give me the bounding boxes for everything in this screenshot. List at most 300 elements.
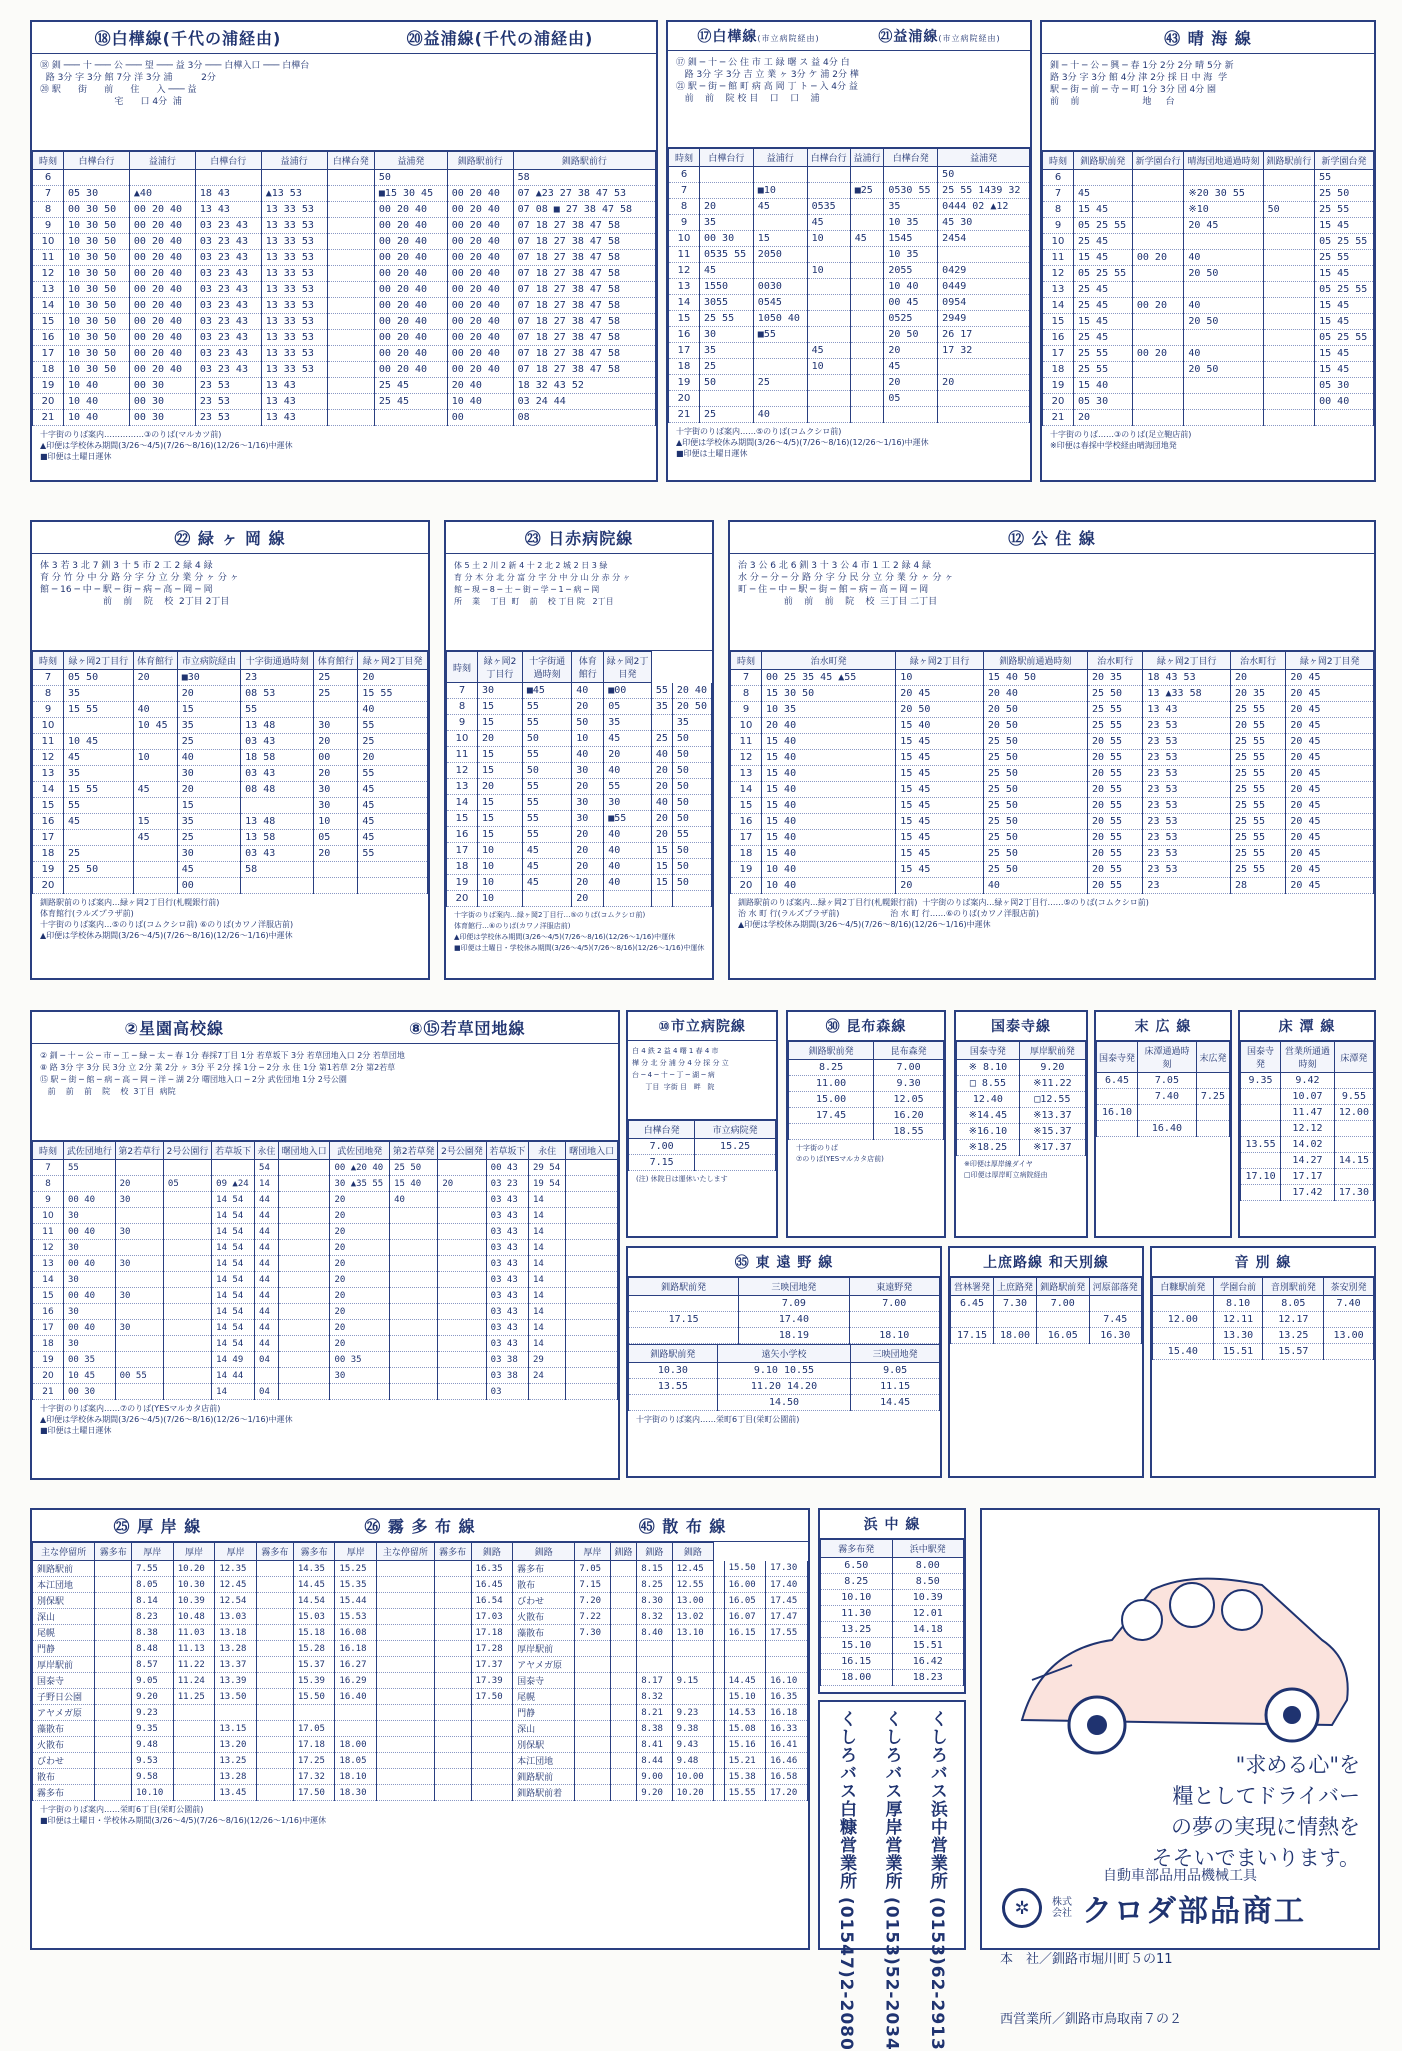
time-cell — [850, 215, 884, 231]
time-cell — [377, 1609, 435, 1625]
time-cell: 44 — [255, 1320, 279, 1336]
time-cell: 13 33 53 — [261, 218, 327, 234]
time-cell: 火散布 — [513, 1609, 575, 1625]
time-cell — [1132, 170, 1183, 186]
table-row — [821, 1558, 964, 1574]
time-cell: 13.28 — [215, 1769, 257, 1785]
time-cell: 9.23 — [672, 1705, 714, 1721]
time-cell: ■25 — [850, 183, 884, 199]
table-row — [33, 410, 656, 426]
time-cell: 20 — [651, 811, 672, 827]
time-cell — [434, 1577, 471, 1593]
time-cell — [173, 1737, 215, 1753]
hour-cell: 16 — [33, 814, 64, 830]
time-cell — [327, 250, 374, 266]
time-cell: 30 — [314, 718, 358, 734]
time-cell: 20 40 — [447, 378, 513, 394]
time-cell: 45 — [358, 798, 428, 814]
time-cell: 2050 — [753, 247, 807, 263]
time-cell: 15.53 — [335, 1609, 377, 1625]
time-cell: 00 20 40 — [374, 266, 447, 282]
table-row — [447, 795, 712, 811]
time-cell — [807, 247, 850, 263]
table-row — [957, 1076, 1086, 1092]
hour-cell: 12 — [33, 1240, 64, 1256]
table-row — [447, 891, 712, 907]
time-cell: 12.35 — [215, 1561, 257, 1577]
time-cell — [807, 327, 850, 343]
time-cell — [807, 295, 850, 311]
time-cell — [1263, 378, 1314, 394]
time-cell: 20 — [938, 375, 1030, 391]
time-cell: ※13.37 — [1019, 1108, 1085, 1124]
time-cell: 14 — [529, 1320, 566, 1336]
time-cell — [566, 1240, 618, 1256]
time-cell: 13.37 — [215, 1657, 257, 1673]
table-row — [33, 798, 428, 814]
table-row — [1153, 1328, 1374, 1344]
table-row — [821, 1606, 964, 1622]
hour-cell: 14 — [33, 1272, 64, 1288]
time-cell — [471, 1769, 513, 1785]
notes: 十字街のりば……③のりば(足立鞄店前) ※印便は春採中学校経由晴海団地発 — [1050, 430, 1192, 450]
time-cell: 20 — [572, 891, 604, 907]
time-cell: ※14.45 — [957, 1108, 1020, 1124]
time-cell: 15.25 — [335, 1561, 377, 1577]
time-cell: 8.30 — [637, 1593, 672, 1609]
time-cell: 04 — [255, 1352, 279, 1368]
time-cell: 45 — [133, 782, 177, 798]
hour-cell: 8 — [731, 686, 762, 702]
column-header: 厚岸駅前発 — [1019, 1042, 1085, 1060]
time-cell — [1263, 346, 1314, 362]
table-row — [731, 718, 1374, 734]
time-cell: 14.27 — [1281, 1153, 1335, 1169]
time-cell: ※18.25 — [957, 1140, 1020, 1156]
time-cell: 9.48 — [672, 1753, 714, 1769]
time-cell: 03 38 — [486, 1352, 528, 1368]
time-cell — [278, 1352, 330, 1368]
time-cell: 40 — [604, 843, 652, 859]
hour-cell: 8 — [33, 686, 64, 702]
time-cell — [438, 1304, 486, 1320]
column-header: 上庶路発 — [994, 1278, 1037, 1296]
hour-cell: 7 — [669, 183, 700, 199]
time-cell: 45 — [604, 731, 652, 747]
table-row — [33, 670, 428, 686]
time-cell — [438, 1352, 486, 1368]
panel-title: 浜 中 線 — [820, 1510, 964, 1539]
time-cell: 20 55 — [1087, 782, 1142, 798]
time-cell: 00 20 40 — [447, 330, 513, 346]
table-row — [33, 298, 656, 314]
time-cell: 23 53 — [1143, 750, 1231, 766]
column-header: 釧路 — [672, 1543, 714, 1561]
time-cell — [438, 1240, 486, 1256]
time-cell — [438, 1224, 486, 1240]
time-cell: 16.10 — [766, 1673, 808, 1689]
time-cell: 23 — [241, 670, 314, 686]
time-cell — [575, 1689, 610, 1705]
time-cell — [327, 346, 374, 362]
time-cell — [377, 1641, 435, 1657]
time-cell — [575, 1705, 610, 1721]
notes: 十字街のりば案内……⑤のりば(コムクシロ前) ▲印便は学校休み期間(3/26〜4/5)(7/26〜8/16)(12/26〜1/16)中運休 ■印便は土曜日運休 — [676, 427, 929, 458]
column-header: 三映団地発 — [739, 1278, 849, 1296]
time-cell — [327, 314, 374, 330]
table-row — [1043, 314, 1374, 330]
time-cell — [1263, 410, 1314, 426]
time-cell: 03 43 — [486, 1304, 528, 1320]
time-cell: 10.10 — [132, 1785, 174, 1801]
table-row — [33, 378, 656, 394]
time-cell: 45 — [807, 215, 850, 231]
time-cell: アヤメガ原 — [33, 1705, 95, 1721]
time-cell: 20 45 — [1286, 670, 1374, 686]
time-cell: 23 53 — [1143, 766, 1231, 782]
table-row — [731, 782, 1374, 798]
table-row — [731, 766, 1374, 782]
table-row — [33, 1352, 618, 1368]
time-cell — [753, 391, 807, 407]
time-cell: 15.00 — [789, 1092, 874, 1108]
time-cell: 17.42 — [1281, 1185, 1335, 1201]
time-cell: 40 — [983, 878, 1087, 894]
time-cell: 35 — [884, 199, 938, 215]
time-cell: 10 40 — [64, 410, 130, 426]
column-header: 厚岸 — [215, 1543, 257, 1561]
table-row — [669, 327, 1030, 343]
column-header: 治水町発 — [762, 652, 896, 670]
table-header-row — [1153, 1278, 1374, 1296]
time-cell — [95, 1785, 132, 1801]
column-header: 曙団地入口 — [566, 1142, 618, 1160]
table-row — [33, 202, 656, 218]
panel-title: 末 広 線 — [1096, 1012, 1230, 1041]
time-cell — [1324, 1344, 1374, 1360]
time-cell: 8.57 — [132, 1657, 174, 1673]
time-cell: 10 30 50 — [64, 314, 130, 330]
time-cell: 10 — [572, 731, 604, 747]
table-row — [447, 811, 712, 827]
time-cell — [789, 1124, 874, 1140]
hour-cell: 11 — [1043, 250, 1074, 266]
time-cell: 15 40 — [762, 798, 896, 814]
time-cell: 03 23 43 — [195, 266, 261, 282]
time-cell: 45 — [753, 199, 807, 215]
column-header: 益浦行 — [261, 152, 327, 170]
panel-onbetsu — [1150, 1246, 1376, 1478]
hour-cell: 10 — [447, 731, 478, 747]
time-cell: 15 40 — [762, 782, 896, 798]
time-cell — [278, 1240, 330, 1256]
time-cell: 14 — [529, 1288, 566, 1304]
time-cell — [575, 1753, 610, 1769]
time-cell: 16.46 — [766, 1753, 808, 1769]
time-cell: 17.05 — [293, 1721, 335, 1737]
time-cell — [610, 1721, 637, 1737]
column-header: 市立病院経由 — [177, 652, 240, 670]
time-cell — [95, 1641, 132, 1657]
time-cell: 04 — [255, 1384, 279, 1400]
time-cell: 00 20 40 — [447, 282, 513, 298]
hour-cell: 15 — [447, 811, 478, 827]
time-cell — [434, 1737, 471, 1753]
table-row — [669, 279, 1030, 295]
time-cell: 11.15 — [851, 1379, 940, 1395]
time-cell — [438, 1160, 486, 1176]
time-cell — [938, 247, 1030, 263]
time-cell — [471, 1705, 513, 1721]
time-cell — [529, 1384, 566, 1400]
table-row — [1043, 362, 1374, 378]
time-cell: 10 30 50 — [64, 234, 130, 250]
notes: 十字街のりば案内……栄町6丁目(栄町公園前) — [636, 1415, 800, 1424]
time-cell: 20 40 — [762, 718, 896, 734]
time-cell — [714, 1753, 724, 1769]
time-cell: 7.22 — [575, 1609, 610, 1625]
time-cell: 20 — [700, 199, 754, 215]
time-cell: 20 — [330, 1192, 390, 1208]
time-cell: ※20 30 55 — [1184, 186, 1263, 202]
table-row — [447, 715, 712, 731]
table-row — [731, 814, 1374, 830]
time-cell: 00 20 40 — [129, 202, 195, 218]
table-row — [731, 702, 1374, 718]
time-cell: 03 43 — [486, 1320, 528, 1336]
slogan: "求める心"を 糧としてドライバー の夢の実現に情熱を そそいでまいります。 — [1151, 1753, 1360, 1870]
time-cell: 14 — [529, 1272, 566, 1288]
time-cell: 07 18 27 38 47 58 — [513, 266, 655, 282]
time-cell — [327, 234, 374, 250]
time-cell: 14.53 — [724, 1705, 766, 1721]
table-row — [447, 843, 712, 859]
time-cell: 54 — [255, 1160, 279, 1176]
time-cell: 17.17 — [1281, 1169, 1335, 1185]
time-cell: 25 55 — [1230, 766, 1285, 782]
table-header-row — [957, 1042, 1086, 1060]
time-cell: 12.00 — [1334, 1105, 1373, 1121]
time-cell — [327, 266, 374, 282]
time-cell — [256, 1673, 293, 1689]
time-cell: 12.54 — [215, 1593, 257, 1609]
time-cell: 釧路駅前 — [33, 1561, 95, 1577]
time-cell: 05 25 55 — [1074, 218, 1133, 234]
time-cell: 05 — [884, 391, 938, 407]
time-cell: 15 40 — [762, 750, 896, 766]
column-header: 新学園台行 — [1132, 152, 1183, 170]
time-cell: 03 43 — [486, 1336, 528, 1352]
time-cell: 14.15 — [1334, 1153, 1373, 1169]
time-cell — [278, 1256, 330, 1272]
column-header: 武佐団地行 — [64, 1142, 116, 1160]
time-cell: 13 33 53 — [261, 298, 327, 314]
time-cell: 17.37 — [471, 1657, 513, 1673]
column-header: 第2若草行 — [115, 1142, 163, 1160]
table-row — [33, 718, 428, 734]
hour-cell: 21 — [33, 1384, 64, 1400]
time-cell: 20 — [604, 747, 652, 763]
time-cell — [566, 1160, 618, 1176]
time-cell: 10 — [478, 875, 523, 891]
panel-title: 上庶路線 和天別線 — [950, 1248, 1142, 1277]
time-cell: 17.10 — [1241, 1169, 1281, 1185]
time-cell: 03 23 43 — [195, 330, 261, 346]
time-cell: 55 — [64, 798, 134, 814]
panel-municipal-hospital — [626, 1010, 778, 1238]
time-cell: 2949 — [938, 311, 1030, 327]
time-cell: 16.08 — [335, 1625, 377, 1641]
time-cell: 35 — [64, 766, 134, 782]
panel-hoshizono-wakakusa — [30, 1010, 620, 1480]
time-cell — [850, 407, 884, 423]
column-header: 釧路駅前行 — [513, 152, 655, 170]
time-cell: 9.35 — [132, 1721, 174, 1737]
time-cell — [566, 1256, 618, 1272]
time-cell: 00 30 — [700, 231, 754, 247]
time-cell: 9.58 — [132, 1769, 174, 1785]
time-cell: 44 — [255, 1240, 279, 1256]
time-cell: 10 40 — [447, 394, 513, 410]
time-cell — [163, 1208, 211, 1224]
time-cell: 40 — [572, 747, 604, 763]
route-diagram: ② 釧 ─ 十 ─ 公 ─ 市 ─ 工 ─ 緑 ─ 太 ─ 春 1分 春採7丁目 1分 若草坂下 3分 若草団地入口 2分 若草団地 ⑧ 路 3分 字 3分 民 3分 立 2分 業 2分 ヶ 3分 平 2分 採 1分 ─ 2分 永 住 1分 第1若草 2分 第2若草 ⑮ 駅 ─ 街 ─ 館 ─ 病 ─ 高 ─ 岡 ─ 洋 ─ 湖 2分 曙団地入口 ─ 2分 武佐団地 1分 2号公園 前 前 前 院 校 3丁目 病院 — [32, 1044, 618, 1141]
time-cell: 20 40 — [672, 683, 711, 699]
column-header: 緑ヶ岡2丁目行 — [896, 652, 984, 670]
time-cell — [1263, 218, 1314, 234]
column-header: 緑ヶ岡2丁目発 — [604, 652, 652, 683]
time-cell — [807, 375, 850, 391]
time-cell: 19 54 — [529, 1176, 566, 1192]
time-cell — [163, 1160, 211, 1176]
time-cell — [278, 1368, 330, 1384]
time-cell — [884, 407, 938, 423]
time-cell: 8.00 — [892, 1558, 964, 1574]
time-cell: 20 — [133, 670, 177, 686]
time-cell: 15.03 — [293, 1609, 335, 1625]
time-cell: 15 — [478, 811, 523, 827]
table-row — [33, 1625, 808, 1641]
panel-title: ⑫ 公 住 線 — [730, 522, 1374, 554]
time-cell: 14 54 — [212, 1192, 255, 1208]
time-cell: 24 — [529, 1368, 566, 1384]
time-cell: 35 — [604, 715, 652, 731]
time-cell: 00 — [447, 410, 513, 426]
time-cell — [610, 1561, 637, 1577]
time-cell — [434, 1625, 471, 1641]
time-cell: 44 — [255, 1208, 279, 1224]
time-cell: 15.50 — [724, 1561, 766, 1577]
time-cell: 30 — [314, 798, 358, 814]
time-cell — [95, 1609, 132, 1625]
time-cell — [327, 410, 374, 426]
time-cell: 29 — [529, 1352, 566, 1368]
table-row — [1153, 1312, 1374, 1328]
time-cell: 50 — [700, 375, 754, 391]
panel-title: 国泰寺線 — [956, 1012, 1086, 1041]
time-cell: 9.20 — [1019, 1060, 1085, 1076]
time-cell: 17.32 — [293, 1769, 335, 1785]
column-header: 釧路駅前発 — [629, 1278, 739, 1296]
time-cell: 17 32 — [938, 343, 1030, 359]
time-cell: 10 30 50 — [64, 346, 130, 362]
time-cell: 15.37 — [293, 1657, 335, 1673]
table-row — [669, 359, 1030, 375]
table-row — [33, 734, 428, 750]
time-cell: 05 25 55 — [1315, 330, 1374, 346]
time-cell: 55 — [522, 715, 571, 731]
time-cell: 20 55 — [1087, 734, 1142, 750]
table-row — [731, 798, 1374, 814]
column-header: 白樺台行 — [64, 152, 130, 170]
time-cell — [438, 1336, 486, 1352]
hour-cell: 19 — [447, 875, 478, 891]
time-cell: 17.45 — [789, 1108, 874, 1124]
time-cell: 20 — [330, 1272, 390, 1288]
time-cell: 30 — [115, 1224, 163, 1240]
time-cell: 12.12 — [1281, 1121, 1335, 1137]
time-cell: 45 30 — [938, 215, 1030, 231]
time-cell — [1132, 410, 1183, 426]
time-cell: 00 20 40 — [447, 234, 513, 250]
time-cell — [358, 878, 428, 894]
time-cell — [1184, 234, 1263, 250]
time-cell — [714, 1705, 724, 1721]
time-cell: 20 45 — [1286, 846, 1374, 862]
time-cell: 15 — [177, 798, 240, 814]
table-row — [957, 1060, 1086, 1076]
table-row — [33, 750, 428, 766]
column-header: 時刻 — [447, 652, 478, 683]
panel-shirakaba-masuura-hospital — [666, 20, 1032, 482]
time-cell: 散布 — [33, 1769, 95, 1785]
time-cell: 03 23 43 — [195, 250, 261, 266]
column-header: 厚岸 — [173, 1543, 215, 1561]
time-cell — [1184, 410, 1263, 426]
time-cell: 23 53 — [1143, 782, 1231, 798]
column-header: 益浦行 — [129, 152, 195, 170]
time-cell — [278, 1288, 330, 1304]
column-header: 釧路駅前発 — [1074, 152, 1133, 170]
time-cell: 14 54 — [212, 1224, 255, 1240]
time-cell — [434, 1593, 471, 1609]
hour-cell: 8 — [447, 699, 478, 715]
time-cell: 20 — [330, 1208, 390, 1224]
time-cell: 10 — [807, 231, 850, 247]
panel-title — [32, 22, 656, 54]
timetable — [956, 1041, 1086, 1156]
hour-cell: 17 — [447, 843, 478, 859]
time-cell: 10 30 50 — [64, 330, 130, 346]
office-hamanaka: くしろバス浜中営業所 (0153)62-2913 — [926, 1710, 947, 2051]
time-cell — [714, 1657, 724, 1673]
time-cell: 25 55 — [1230, 750, 1285, 766]
time-cell: 16.05 — [1037, 1328, 1089, 1344]
table-row — [629, 1296, 940, 1312]
time-cell: 25 55 — [1087, 702, 1142, 718]
timetable — [950, 1277, 1142, 1344]
time-cell: 16.18 — [766, 1705, 808, 1721]
time-cell: 25 — [64, 846, 134, 862]
time-cell: 10 30 50 — [64, 218, 130, 234]
time-cell: 20 55 — [1087, 846, 1142, 862]
time-cell: 16.18 — [335, 1641, 377, 1657]
table-row — [33, 782, 428, 798]
time-cell: 20 — [330, 1304, 390, 1320]
time-cell: 16.15 — [724, 1625, 766, 1641]
hour-cell: 9 — [1043, 218, 1074, 234]
time-cell: 40 — [753, 407, 807, 423]
